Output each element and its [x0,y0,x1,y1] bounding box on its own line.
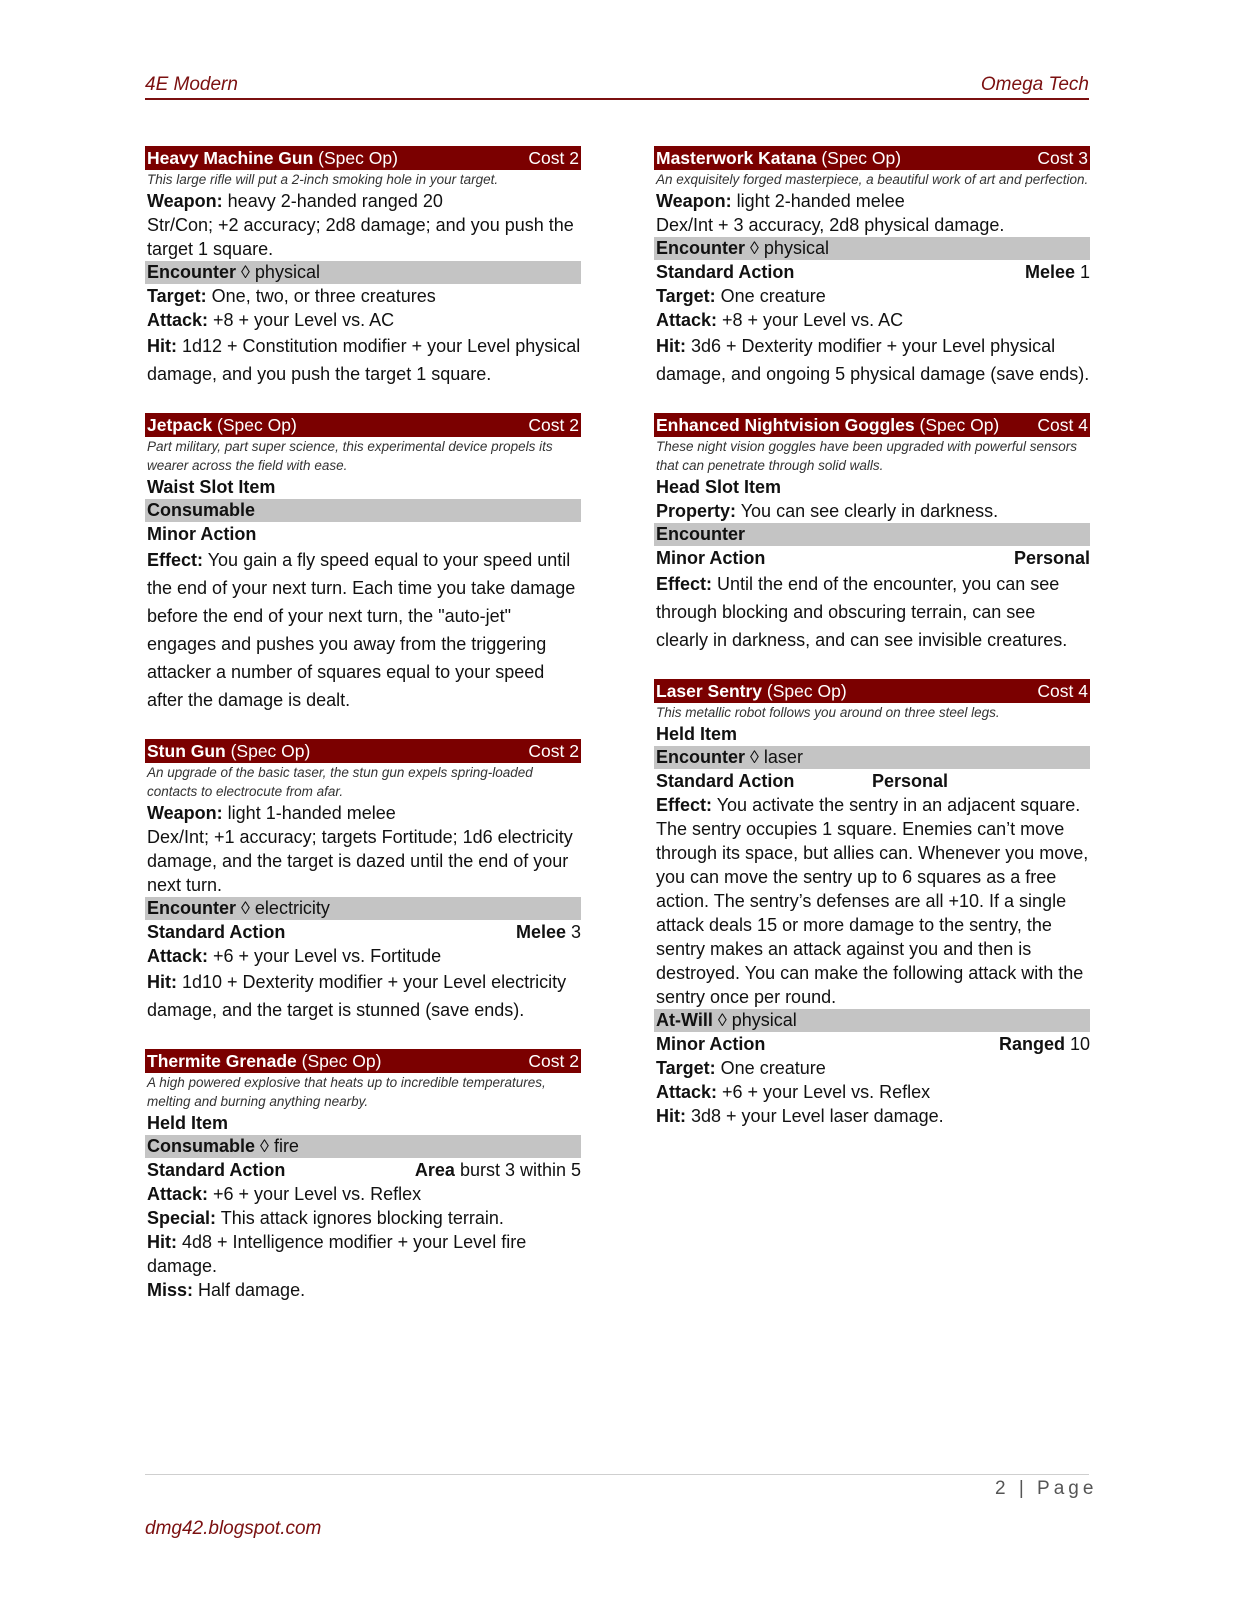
special-text: This attack ignores blocking terrain. [216,1208,504,1228]
item-name: Heavy Machine Gun [147,148,314,168]
action-line [654,260,1090,284]
effect-label: Effect: [656,795,713,815]
hit-line [145,968,581,1024]
item-tag: (Spec Op) [313,148,398,168]
power-type: physical [763,238,829,258]
hit-label: Hit: [147,972,177,992]
right-column [654,146,1090,1153]
item-title-bar [145,146,581,170]
item-description: This metallic robot follows you around on three steel legs. [656,705,1000,720]
page-number: 2 | Page [995,1478,1098,1499]
hit-text: 1d10 + Dexterity modifier + your Level electricity damage, and the target is stunned (save ends). [147,972,567,1020]
item-description: An upgrade of the basic taser, the stun gun expels spring-loaded contacts to electrocute from afar. [147,765,533,799]
weapon-line [654,189,1090,213]
power-keyword: Consumable [147,1136,256,1156]
range-keyword: Personal [872,771,949,791]
range-info [1025,260,1090,284]
item-card-jetpack [145,413,581,714]
attack-line [145,308,581,332]
item-cost: Cost 2 [528,741,579,761]
miss-text: Half damage. [193,1280,306,1300]
power-usage-bar [145,1135,581,1158]
action-line [654,769,1090,793]
power-usage-bar [654,237,1090,260]
slot-text: Head Slot Item [656,477,782,497]
hit-text: 4d8 + Intelligence modifier + your Level fire damage. [147,1232,527,1276]
attack-text: +8 + your Level vs. AC [717,310,904,330]
item-name: Masterwork Katana [656,148,817,168]
target-text: One, two, or three creatures [206,286,436,306]
item-title-bar [654,413,1090,437]
range-value: 1 [1074,262,1090,282]
slot-line [654,475,1090,499]
range-info [415,1158,581,1182]
item-name: Thermite Grenade [147,1051,297,1071]
action-type: Standard Action [656,262,795,282]
special-line [145,1206,581,1230]
attack-label: Attack: [147,310,209,330]
hit-line [145,332,581,388]
left-column [145,146,581,1327]
power-type: physical [731,1010,797,1030]
item-cost: Cost 2 [528,148,579,168]
item-name: Jetpack [147,415,213,435]
power-type: electricity [254,898,330,918]
attack-text: +6 + your Level vs. Reflex [717,1082,931,1102]
hit-text: 3d8 + your Level laser damage. [686,1106,944,1126]
item-tag: (Spec Op) [914,415,1000,435]
range-info [516,920,581,944]
item-card-masterwork-katana [654,146,1090,388]
power-keyword: Encounter [147,262,237,282]
range-keyword: Melee [1024,262,1075,282]
weapon-label: Weapon: [147,191,223,211]
attack-line [654,308,1090,332]
item-cost: Cost 2 [528,1051,579,1071]
item-name: Laser Sentry [656,681,763,701]
item-cost: Cost 4 [1037,681,1088,701]
item-card-nightvision-goggles [654,413,1090,654]
power-usage-bar [654,1009,1090,1032]
diamond-icon: ◊ [712,1010,732,1030]
item-cost: Cost 4 [1037,415,1088,435]
item-description: Part military, part super science, this experimental device propels its wearer across the field with ease. [147,439,553,473]
power-keyword: Encounter [656,524,746,544]
action-type: Standard Action [656,771,795,791]
special-label: Special: [147,1208,217,1228]
footer-site-url: dmg42.blogspot.com [145,1518,322,1539]
slot-text: Held Item [656,724,738,744]
range-keyword: Area [414,1160,455,1180]
attack-line [145,1182,581,1206]
slot-text: Waist Slot Item [147,477,276,497]
item-card-thermite-grenade [145,1049,581,1302]
attack-text: +6 + your Level vs. Reflex [208,1184,422,1204]
property-text: You can see clearly in darkness. [736,501,999,521]
target-line [654,1056,1090,1080]
item-tag: (Spec Op) [212,415,297,435]
effect-line [654,570,1090,654]
effect-label: Effect: [656,574,713,594]
weapon-line [145,189,581,213]
slot-line [654,722,1090,746]
hit-label: Hit: [656,1106,686,1126]
item-description: This large rifle will put a 2-inch smoking hole in your target. [147,172,499,187]
item-tag: (Spec Op) [225,741,311,761]
action-line [654,1032,1090,1056]
diamond-icon: ◊ [255,1136,274,1156]
target-text: One creature [715,286,826,306]
slot-line [145,1111,581,1135]
action-line [145,522,581,546]
weapon-text: light 2-handed melee [731,191,905,211]
item-title-bar [145,1049,581,1073]
power-type: physical [254,262,320,282]
property-label: Property: [656,501,737,521]
range-value: 3 [565,922,581,942]
slot-line [145,475,581,499]
action-type: Standard Action [147,1160,286,1180]
action-type: Minor Action [656,548,766,568]
range-value: 10 [1064,1034,1090,1054]
item-tag: (Spec Op) [762,681,847,701]
item-cost: Cost 2 [528,415,579,435]
hit-label: Hit: [656,336,686,356]
header-left-title: 4E Modern [145,74,238,95]
hit-line [654,332,1090,388]
item-tag: (Spec Op) [816,148,902,168]
effect-text: You activate the sentry in an adjacent square. The sentry occupies 1 square. Enemies can’t move through its space, but allies can. Whenever you move, you can move the sentry up to 6 squares as a free action. The sentry’s defenses are all +10. If a single attack deals 15 or more damage to the sentry, the sentry makes an attack against you and then is destroyed. You can make the following attack with the sentry once per round. [656,795,1089,1007]
attack-label: Attack: [147,1184,209,1204]
power-usage-bar [654,746,1090,769]
weapon-label: Weapon: [147,803,223,823]
attack-line [145,944,581,968]
range-keyword: Melee [515,922,566,942]
property-line [654,499,1090,523]
hit-text: 1d12 + Constitution modifier + your Level physical damage, and you push the target 1 square. [147,336,581,384]
diamond-icon: ◊ [236,898,255,918]
item-card-laser-sentry [654,679,1090,1128]
item-title-bar [145,739,581,763]
diamond-icon: ◊ [236,262,255,282]
power-usage-bar [145,897,581,920]
range-value: burst 3 within 5 [454,1160,581,1180]
item-card-stun-gun [145,739,581,1024]
item-description: These night vision goggles have been upgraded with powerful sensors that can penetrate through solid walls. [656,439,1078,473]
power-keyword: Encounter [656,747,746,767]
attack-label: Attack: [656,1082,718,1102]
slot-text: Held Item [147,1113,229,1133]
header-right-title: Omega Tech [980,74,1089,95]
miss-label: Miss: [147,1280,194,1300]
item-name: Stun Gun [147,741,226,761]
miss-line [145,1278,581,1302]
target-label: Target: [656,286,716,306]
action-type: Minor Action [656,1034,766,1054]
attack-text: +6 + your Level vs. Fortitude [208,946,442,966]
power-keyword: Encounter [656,238,746,258]
effect-line [654,793,1090,1009]
target-line [145,284,581,308]
hit-line [654,1104,1090,1128]
item-tag: (Spec Op) [296,1051,382,1071]
weapon-details: Str/Con; +2 accuracy; 2d8 damage; and you push the target 1 square. [147,215,574,259]
item-title-bar [145,413,581,437]
target-text: One creature [715,1058,826,1078]
weapon-details: Dex/Int; +1 accuracy; targets Fortitude; 1d6 electricity damage, and the target is dazed until the end of your next turn. [147,827,573,895]
effect-label: Effect: [147,550,204,570]
weapon-text: light 1-handed melee [222,803,396,823]
power-type: laser [763,747,803,767]
action-type: Standard Action [147,922,286,942]
power-keyword: At-Will [656,1010,713,1030]
item-title-bar [654,679,1090,703]
hit-line [145,1230,581,1278]
effect-line [145,546,581,714]
hit-text: 3d6 + Dexterity modifier + your Level physical damage, and ongoing 5 physical damage (save ends). [656,336,1090,384]
hit-label: Hit: [147,336,177,356]
footer-divider [145,1474,1089,1475]
hit-label: Hit: [147,1232,177,1252]
range-keyword: Ranged [998,1034,1065,1054]
item-title-bar [654,146,1090,170]
action-line [654,546,1090,570]
weapon-text: heavy 2-handed ranged 20 [222,191,443,211]
diamond-icon: ◊ [745,747,764,767]
running-header [145,74,1089,100]
attack-text: +8 + your Level vs. AC [208,310,395,330]
item-cost: Cost 3 [1037,148,1088,168]
item-description: An exquisitely forged masterpiece, a beautiful work of art and perfection. [656,172,1089,187]
weapon-label: Weapon: [656,191,732,211]
action-line [145,920,581,944]
power-keyword: Encounter [147,898,237,918]
weapon-line [145,801,581,825]
diamond-icon: ◊ [745,238,764,258]
target-line [654,284,1090,308]
power-usage-bar [654,523,1090,546]
power-type: fire [273,1136,299,1156]
effect-text: Until the end of the encounter, you can see through blocking and obscuring terrain, can see clearly in darkness, and can see invisible creatures. [656,574,1068,650]
power-usage-bar [145,499,581,522]
attack-line [654,1080,1090,1104]
action-line [145,1158,581,1182]
range-keyword: Personal [1013,548,1090,568]
target-label: Target: [147,286,207,306]
target-label: Target: [656,1058,716,1078]
attack-label: Attack: [147,946,209,966]
attack-label: Attack: [656,310,718,330]
item-name: Enhanced Nightvision Goggles [656,415,915,435]
range-info [999,1032,1090,1056]
power-keyword: Consumable [147,500,256,520]
item-description: A high powered explosive that heats up to incredible temperatures, melting and burning anything nearby. [147,1075,546,1109]
weapon-details: Dex/Int + 3 accuracy, 2d8 physical damage. [656,215,1005,235]
effect-text: You gain a fly speed equal to your speed until the end of your next turn. Each time you take damage before the end of your next turn, the "auto-jet" engages and pushes you away from the triggering attacker a number of squares equal to your speed after the damage is dealt. [147,550,576,710]
item-card-heavy-machine-gun [145,146,581,388]
action-type: Minor Action [147,524,257,544]
power-usage-bar [145,261,581,284]
